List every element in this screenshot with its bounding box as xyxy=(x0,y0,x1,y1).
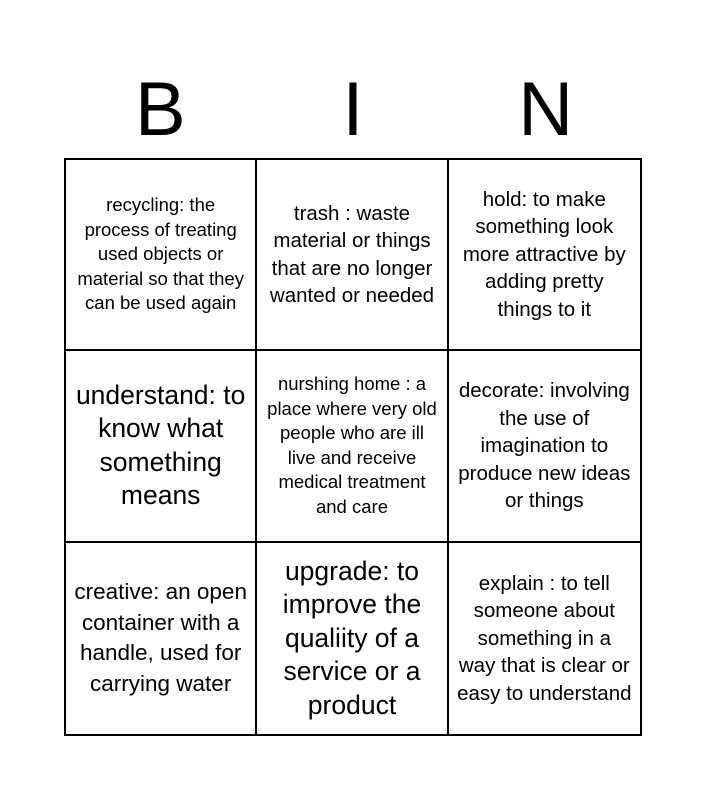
header-letter-n: N xyxy=(518,67,574,152)
bingo-cell-2[interactable] xyxy=(257,160,448,351)
cell-text: upgrade: to improve the qualiity of a service or a product xyxy=(282,555,422,720)
header-letter-i: I xyxy=(342,67,364,152)
cell-text: creative: an open container with a handle, used for carrying water xyxy=(74,579,247,696)
bingo-cell-3[interactable] xyxy=(449,160,640,351)
cell-text: understand: to know what something means xyxy=(75,379,246,511)
bingo-cell-8[interactable] xyxy=(257,543,448,734)
cell-text: recycling: the process of treating used objects or material so that they can be used again xyxy=(77,194,244,314)
bingo-header xyxy=(64,62,642,158)
bingo-cell-9[interactable] xyxy=(449,543,640,734)
bingo-grid xyxy=(64,158,642,736)
cell-text: explain : to tell someone about something in a way that is clear or easy to understand xyxy=(457,571,632,705)
bingo-cell-5[interactable] xyxy=(257,351,448,542)
cell-text: hold: to make something look more attractive by adding pretty things to it xyxy=(462,187,626,321)
bingo-cell-7[interactable] xyxy=(66,543,257,734)
bingo-cell-4[interactable] xyxy=(66,351,257,542)
header-letter-b: B xyxy=(134,67,186,152)
cell-text: decorate: involving the use of imagination to produce new ideas or things xyxy=(458,379,631,513)
bingo-cell-1[interactable] xyxy=(66,160,257,351)
cell-text: trash : waste material or things that are no longer wanted or needed xyxy=(269,201,435,308)
bingo-cell-6[interactable] xyxy=(449,351,640,542)
cell-text: nurshing home : a place where very old people who are ill live and receive medical treatment and care xyxy=(267,373,437,517)
